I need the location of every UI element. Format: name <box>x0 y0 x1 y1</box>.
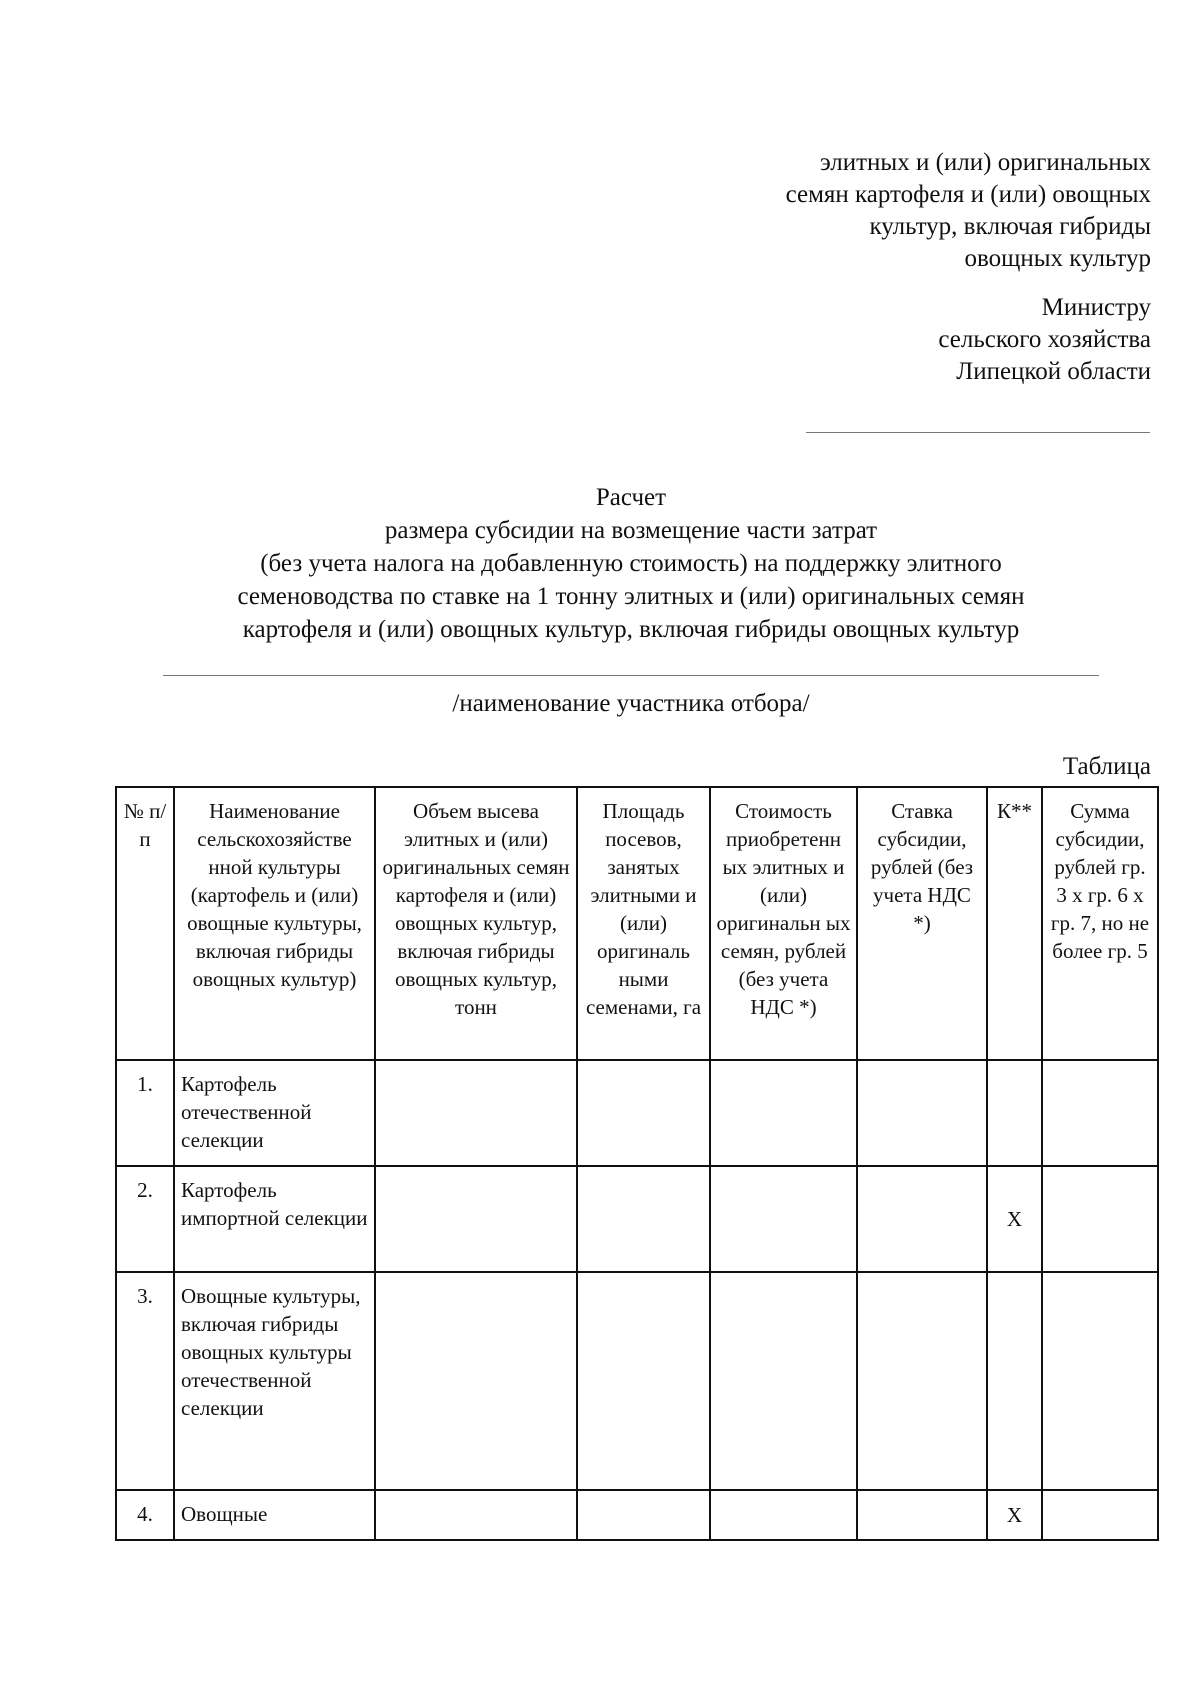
document-title <box>0 481 1200 646</box>
table-row <box>116 1272 1158 1490</box>
subsidy-table <box>115 786 1159 1541</box>
row-crop-name: Картофель отечественной селекции <box>174 1060 375 1166</box>
row-crop-name: Овощные культуры, включая гибриды овощных культуры отечественной селекции <box>174 1272 375 1490</box>
header-cell-k: К** <box>987 787 1042 1060</box>
row-seed-volume-cell <box>375 1490 577 1540</box>
row-rate-cell <box>857 1060 987 1166</box>
header-cell-subsidy-sum: Сумма субсидии, рублей гр. 3 х гр. 6 х гр. 7, но не более гр. 5 <box>1042 787 1158 1060</box>
header-cell-area: Площадь посевов, занятых элитными и (или) оригиналь ными семенами, га <box>577 787 710 1060</box>
row-area-cell <box>577 1490 710 1540</box>
row-subsidy-sum-cell <box>1042 1490 1158 1540</box>
form-title-line: семян картофеля и (или) овощных <box>785 181 1151 208</box>
row-seed-volume-cell <box>375 1060 577 1166</box>
row-area-cell <box>577 1166 710 1272</box>
row-number: 2. <box>116 1166 174 1272</box>
recipient-line: сельского хозяйства <box>938 326 1151 353</box>
header-cell-cost: Стоимость приобретенн ых элитных и (или) оригинальн ых семян, рублей (без учета НДС *) <box>710 787 857 1060</box>
row-rate-cell <box>857 1490 987 1540</box>
table-header-row <box>116 787 1158 1060</box>
row-crop-name: Овощные <box>174 1490 375 1540</box>
participant-caption: /наименование участника отбора/ <box>452 690 810 717</box>
row-k-cell: X <box>987 1166 1042 1272</box>
row-k-cell <box>987 1272 1042 1490</box>
row-seed-volume-cell <box>375 1272 577 1490</box>
row-number: 3. <box>116 1272 174 1490</box>
form-title-line: элитных и (или) оригинальных <box>819 149 1151 176</box>
title-line: семеноводства по ставке на 1 тонну элитных и (или) оригинальных семян <box>237 583 1025 610</box>
row-k-cell <box>987 1060 1042 1166</box>
form-title-line: культур, включая гибриды <box>869 213 1151 240</box>
row-area-cell <box>577 1272 710 1490</box>
row-crop-name: Картофель импортной селекции <box>174 1166 375 1272</box>
row-area-cell <box>577 1060 710 1166</box>
spacer <box>786 275 1151 292</box>
row-cost-cell <box>710 1166 857 1272</box>
title-line: (без учета налога на добавленную стоимость) на поддержку элитного <box>260 550 1002 577</box>
recipient-line: Министру <box>1041 294 1151 321</box>
row-seed-volume-cell <box>375 1166 577 1272</box>
row-subsidy-sum-cell <box>1042 1060 1158 1166</box>
header-cell-seed-volume: Объем высева элитных и (или) оригинальных семян картофеля и (или) овощных культур, включая гибриды овощных культур, тонн <box>375 787 577 1060</box>
row-rate-cell <box>857 1166 987 1272</box>
row-subsidy-sum-cell <box>1042 1272 1158 1490</box>
row-rate-cell <box>857 1272 987 1490</box>
row-subsidy-sum-cell <box>1042 1166 1158 1272</box>
recipient-line: Липецкой области <box>956 358 1151 385</box>
form-title-line: овощных культур <box>964 245 1151 272</box>
table-label: Таблица <box>1062 753 1151 780</box>
header-cell-number: № п/п <box>116 787 174 1060</box>
row-cost-cell <box>710 1490 857 1540</box>
recipient-underline <box>806 432 1150 433</box>
header-cell-crop-name: Наименование сельскохозяйстве нной культуры (картофель и (или) овощные культуры, включая гибриды овощных культур) <box>174 787 375 1060</box>
participant-name-line <box>163 675 1099 676</box>
row-cost-cell <box>710 1060 857 1166</box>
title-line: Расчет <box>595 484 667 511</box>
addressee-block <box>786 147 1151 388</box>
row-number: 4. <box>116 1490 174 1540</box>
table-row <box>116 1166 1158 1272</box>
title-line: картофеля и (или) овощных культур, включая гибриды овощных культур <box>242 616 1020 643</box>
row-number: 1. <box>116 1060 174 1166</box>
table-row <box>116 1490 1158 1540</box>
row-k-cell: X <box>987 1490 1042 1540</box>
row-cost-cell <box>710 1272 857 1490</box>
table-row <box>116 1060 1158 1166</box>
header-cell-rate: Ставка субсидии, рублей (без учета НДС *) <box>857 787 987 1060</box>
title-line: размера субсидии на возмещение части затрат <box>384 517 878 544</box>
